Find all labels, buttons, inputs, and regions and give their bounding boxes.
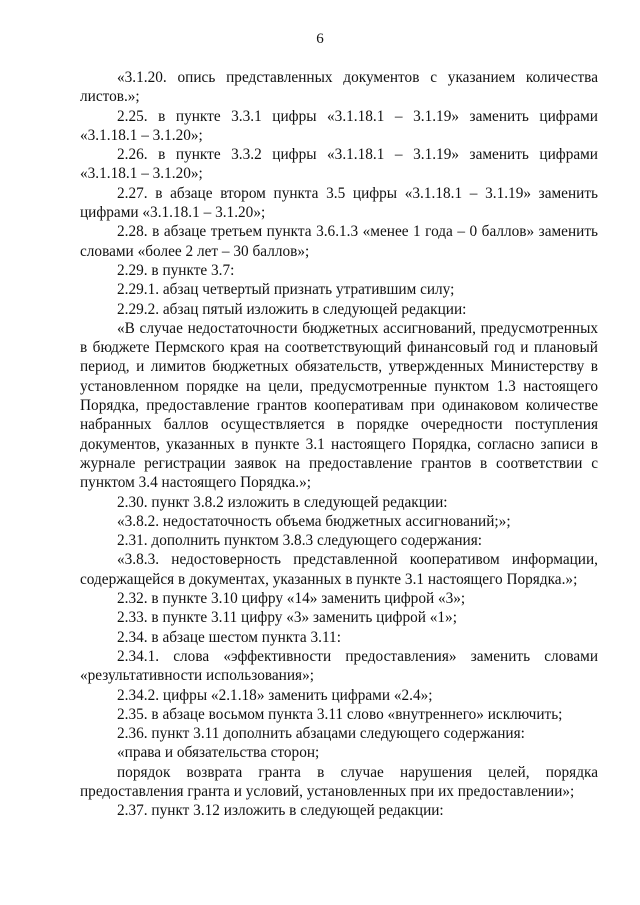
paragraph: 2.31. дополнить пунктом 3.8.3 следующего содержания: [117, 532, 483, 550]
paragraph: «3.1.20. опись представленных документов с указанием количества листов.»; [80, 69, 598, 106]
paragraph: 2.34.2. цифры «2.1.18» заменить цифрами «2.4»; [117, 686, 433, 704]
paragraph: «права и обязательства сторон; [117, 744, 320, 762]
paragraph: 2.34. в абзаце шестом пункта 3.11: [117, 628, 341, 646]
page-number: 6 [316, 31, 324, 47]
paragraph: 2.35. в абзаце восьмом пункта 3.11 слово «внутреннего» исключить; [117, 705, 563, 723]
paragraph: 2.29.2. абзац пятый изложить в следующей редакции: [117, 300, 467, 318]
document-body [80, 68, 598, 821]
paragraph: 2.32. в пункте 3.10 цифру «14» заменить цифрой «3»; [117, 590, 466, 608]
paragraph: 2.28. в абзаце третьем пункта 3.6.1.3 «менее 1 года – 0 баллов» заменить словами «более 2 лет – 30 баллов»; [80, 223, 598, 260]
paragraph: 2.36. пункт 3.11 дополнить абзацами следующего содержания: [117, 725, 525, 743]
paragraph: «В случае недостаточности бюджетных ассигнований, предусмотренных в бюджете Пермского края на соответствующий финансовый год и плановый период, и лимитов бюджетных обязательств, утвержденных Министерству в установленном порядке на цели, предусмотренные пунктом 1.3 настоящего Порядка, предоставление грантов кооперативам при одинаковом количестве набранных баллов осуществляется в порядке очередности поступления документов, указанных в пункте 3.1 настоящего Порядка, согласно записи в журнале регистрации заявок на предоставление грантов в соответствии с пунктом 3.4 настоящего Порядка.»; [80, 319, 598, 492]
paragraph: 2.26. в пункте 3.3.2 цифры «3.1.18.1 – 3.1.19» заменить цифрами «3.1.18.1 – 3.1.20»; [80, 146, 598, 183]
paragraph: 2.33. в пункте 3.11 цифру «3» заменить цифрой «1»; [117, 609, 457, 627]
paragraph: порядок возврата гранта в случае нарушения целей, порядка предоставления гранта и условий, установленных при их предоставлении»; [80, 763, 598, 800]
paragraph: 2.29. в пункте 3.7: [117, 261, 235, 279]
paragraph: 2.34.1. слова «эффективности предоставления» заменить словами «результативности использования»; [80, 647, 598, 685]
paragraph: «3.8.2. недостаточность объема бюджетных ассигнований;»; [117, 512, 511, 530]
paragraph: 2.25. в пункте 3.3.1 цифры «3.1.18.1 – 3.1.19» заменить цифрами «3.1.18.1 – 3.1.20»; [80, 107, 598, 144]
paragraph: «3.8.3. недостоверность представленной кооперативом информации, содержащейся в документах, указанных в пункте 3.1 настоящего Порядка.»; [80, 551, 598, 588]
paragraph: 2.30. пункт 3.8.2 изложить в следующей редакции: [117, 493, 448, 511]
paragraph: 2.37. пункт 3.12 изложить в следующей редакции: [117, 802, 444, 820]
paragraph: 2.27. в абзаце втором пункта 3.5 цифры «3.1.18.1 – 3.1.19» заменить цифрами «3.1.18.1 – 3.1.20»; [80, 184, 598, 222]
paragraph: 2.29.1. абзац четвертый признать утратившим силу; [117, 281, 455, 299]
